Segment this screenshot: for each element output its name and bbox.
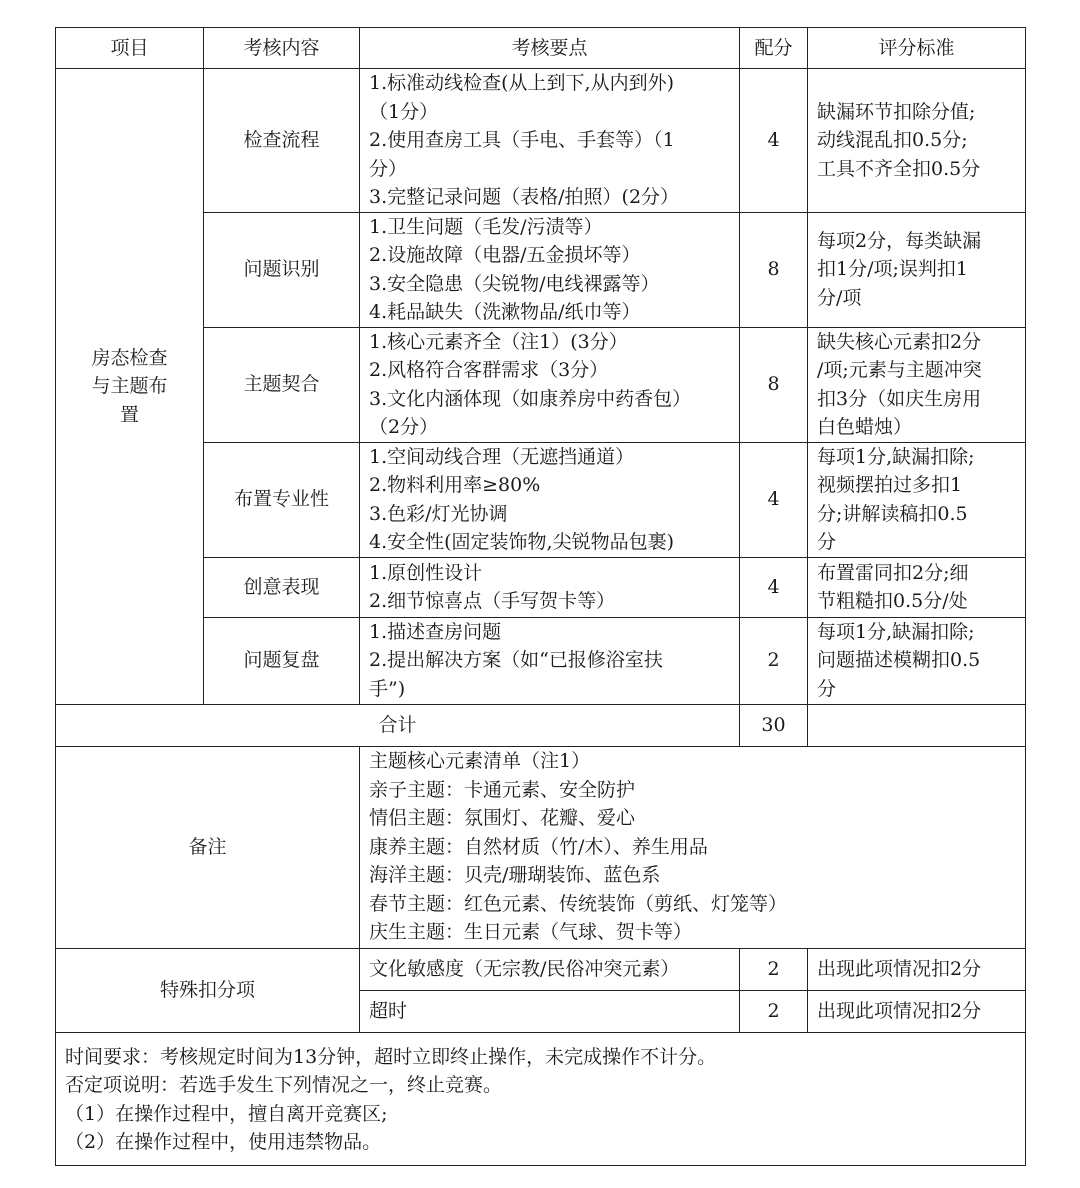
point-line: 3.色彩/灯光协调 — [369, 502, 508, 525]
row-points — [360, 327, 740, 442]
remark-line: 主题核心元素清单（注1） — [369, 750, 591, 773]
point-line: 3.完整记录问题（表格/拍照）(2分） — [369, 186, 680, 208]
remark-line: 春节主题：红色元素、传统装饰（剪纸、灯笼等） — [369, 892, 788, 915]
header-score: 配分 — [740, 28, 808, 69]
total-standard-empty — [808, 704, 1026, 746]
point-line: 1.空间动线合理（无遮挡通道） — [369, 445, 635, 468]
row-standard — [808, 557, 1026, 617]
footer-line: （2）在操作过程中，使用违禁物品。 — [65, 1131, 382, 1153]
remark-line: 康养主题：自然材质（竹/木）、养生用品 — [369, 835, 708, 858]
standard-line: 每项1分,缺漏扣除; — [817, 620, 975, 643]
standard-line: 扣1分/项;误判扣1 — [817, 258, 968, 281]
point-line: 2.设施故障（电器/五金损坏等） — [369, 244, 641, 266]
table-row — [56, 69, 1026, 213]
point-line: （1分） — [369, 100, 439, 123]
remarks-row — [56, 746, 1026, 948]
standard-line: 问题描述模糊扣0.5 — [817, 649, 981, 672]
header-points: 考核要点 — [360, 28, 740, 69]
row-score: 2 — [740, 617, 808, 704]
special-label: 特殊扣分项 — [56, 948, 360, 1032]
row-content: 问题复盘 — [204, 617, 360, 704]
standard-line: 白色蜡烛） — [817, 416, 913, 438]
special-score: 2 — [740, 990, 808, 1032]
footer-line: （1）在操作过程中，擅自离开竞赛区; — [65, 1102, 388, 1125]
point-line: （2分） — [369, 416, 439, 438]
row-score: 8 — [740, 327, 808, 442]
standard-line: 布置雷同扣2分;细 — [817, 561, 969, 584]
header-item: 项目 — [56, 28, 204, 69]
row-score: 4 — [740, 557, 808, 617]
standard-line: 节粗糙扣0.5分/处 — [817, 590, 968, 612]
point-line: 2.细节惊喜点（手写贺卡等） — [369, 590, 616, 612]
footer-line: 时间要求：考核规定时间为13分钟，超时立即终止操作，未完成操作不计分。 — [65, 1045, 717, 1068]
group-label-cell — [56, 69, 204, 705]
footer-notes — [56, 1032, 1026, 1165]
row-points — [360, 557, 740, 617]
remarks-label: 备注 — [56, 746, 360, 948]
remark-line: 海洋主题：贝壳/珊瑚装饰、蓝色系 — [369, 864, 661, 887]
standard-line: 扣3分（如庆生房用 — [817, 387, 982, 410]
row-standard — [808, 212, 1026, 327]
special-standard: 出现此项情况扣2分 — [808, 948, 1026, 990]
assessment-table — [55, 27, 1026, 1166]
standard-line: 分 — [817, 677, 837, 700]
row-standard — [808, 69, 1026, 213]
header-content: 考核内容 — [204, 28, 360, 69]
row-content: 检查流程 — [204, 69, 360, 213]
point-line: 1.标准动线检查(从上到下,从内到外) — [369, 72, 674, 94]
total-row — [56, 704, 1026, 746]
total-label: 合计 — [56, 704, 740, 746]
standard-line: 工具不齐全扣0.5分 — [817, 157, 981, 180]
row-points — [360, 617, 740, 704]
point-line: 2.使用查房工具（手电、手套等）（1 — [369, 129, 675, 151]
special-standard: 出现此项情况扣2分 — [808, 990, 1026, 1032]
footer-row — [56, 1032, 1026, 1165]
row-points — [360, 69, 740, 213]
remark-line: 庆生主题：生日元素（气球、贺卡等） — [369, 921, 693, 944]
point-line: 2.提出解决方案（如“已报修浴室扶 — [369, 649, 663, 672]
row-score: 8 — [740, 212, 808, 327]
standard-line: 分 — [817, 531, 837, 553]
point-line: 1.描述查房问题 — [369, 620, 502, 643]
point-line: 2.物料利用率≥80% — [369, 474, 541, 496]
remark-line: 亲子主题：卡通元素、安全防护 — [369, 778, 636, 801]
standard-line: /项;元素与主题冲突 — [817, 359, 982, 381]
standard-line: 视频摆拍过多扣1 — [817, 474, 963, 496]
footer-line: 否定项说明：若选手发生下列情况之一，终止竞赛。 — [65, 1074, 503, 1096]
row-points — [360, 442, 740, 557]
point-line: 手”) — [369, 677, 406, 700]
standard-line: 分/项 — [817, 286, 862, 309]
point-line: 3.安全隐患（尖锐物/电线裸露等） — [369, 272, 660, 295]
row-points — [360, 212, 740, 327]
special-content: 超时 — [360, 990, 740, 1032]
header-row — [56, 28, 1026, 69]
row-content: 创意表现 — [204, 557, 360, 617]
row-score: 4 — [740, 442, 808, 557]
group-label: 房态检查与主题布置 — [91, 346, 168, 426]
point-line: 1.卫生问题（毛发/污渍等） — [369, 215, 603, 238]
point-line: 1.核心元素齐全（注1）(3分） — [369, 330, 628, 353]
header-standard: 评分标准 — [808, 28, 1026, 69]
row-content: 布置专业性 — [204, 442, 360, 557]
standard-line: 缺漏环节扣除分值; — [817, 100, 976, 123]
row-standard — [808, 617, 1026, 704]
row-score: 4 — [740, 69, 808, 213]
standard-line: 动线混乱扣0.5分; — [817, 129, 968, 151]
point-line: 2.风格符合客群需求（3分） — [369, 359, 609, 381]
row-standard — [808, 327, 1026, 442]
row-content: 问题识别 — [204, 212, 360, 327]
remark-line: 情侣主题：氛围灯、花瓣、爱心 — [369, 807, 636, 830]
point-line: 分） — [369, 157, 408, 180]
standard-line: 缺失核心元素扣2分 — [817, 330, 982, 353]
point-line: 1.原创性设计 — [369, 561, 483, 584]
point-line: 3.文化内涵体现（如康养房中药香包） — [369, 387, 692, 410]
standard-line: 每项1分,缺漏扣除; — [817, 445, 975, 468]
special-row — [56, 948, 1026, 990]
point-line: 4.安全性(固定装饰物,尖锐物品包裹) — [369, 531, 674, 553]
point-line: 4.耗品缺失（洗漱物品/纸巾等） — [369, 301, 641, 323]
standard-line: 分;讲解读稿扣0.5 — [817, 502, 968, 525]
assessment-sheet — [55, 27, 1025, 1166]
standard-line: 每项2分，每类缺漏 — [817, 229, 982, 252]
row-content: 主题契合 — [204, 327, 360, 442]
special-score: 2 — [740, 948, 808, 990]
total-score: 30 — [740, 704, 808, 746]
row-standard — [808, 442, 1026, 557]
remarks-content — [360, 746, 1026, 948]
special-content: 文化敏感度（无宗教/民俗冲突元素） — [360, 948, 740, 990]
